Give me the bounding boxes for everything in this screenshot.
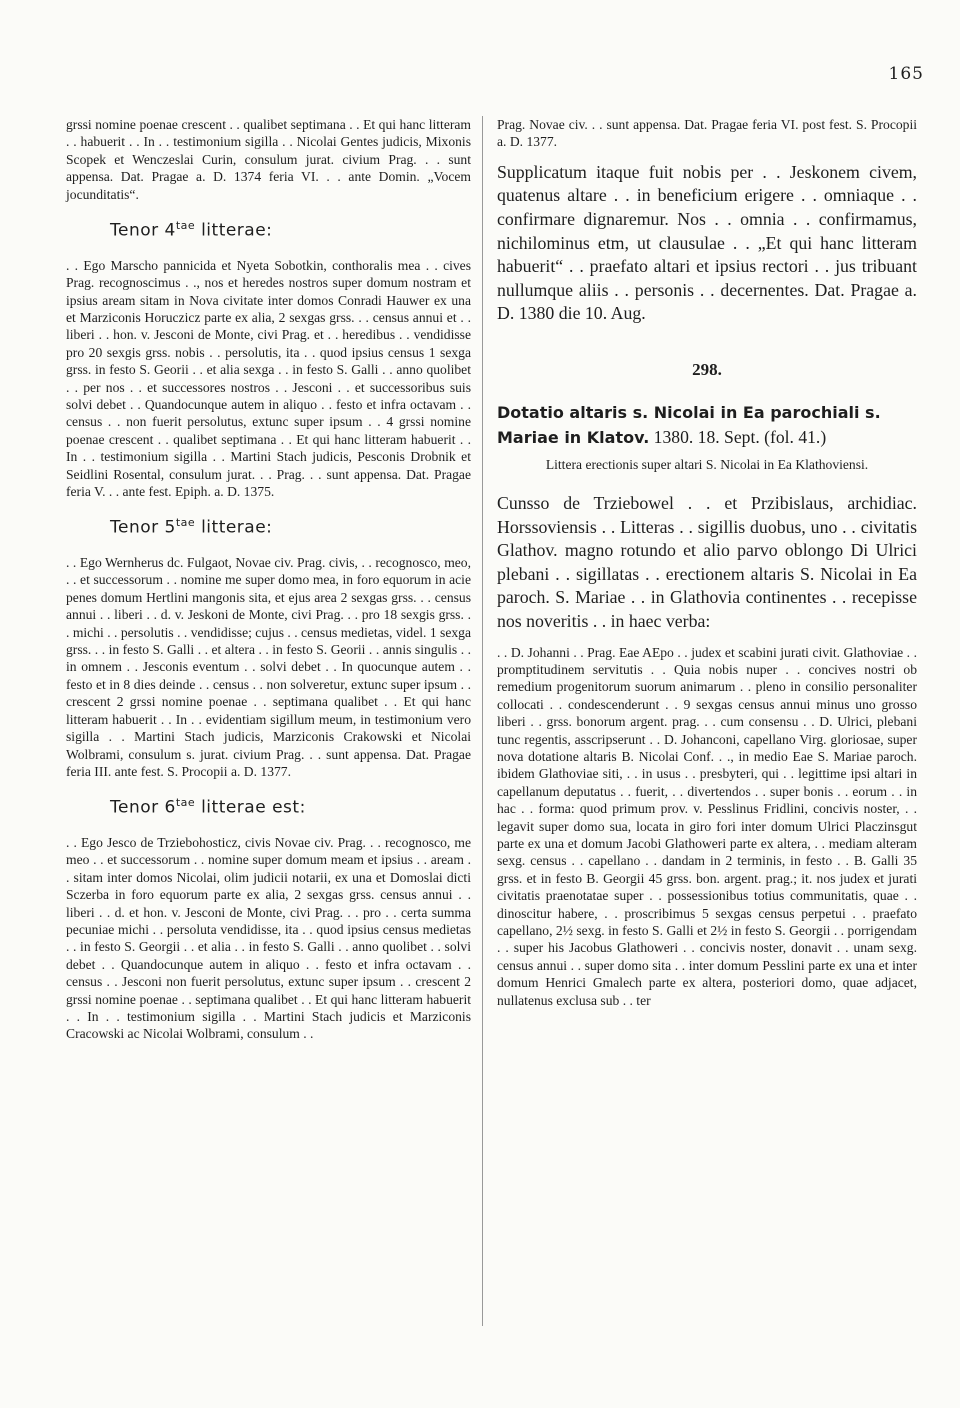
tenor-6-heading-sup: tae <box>175 796 196 810</box>
supplicatum-paragraph: Supplicatum itaque fuit nobis per . . Jeskonem civem, quatenus altare . . in beneficium erigere . . omniaque . . confirmare dignaremur. Nos . . omnia . . confirmamus, nichilominus etm, ut clausulae . . „Et qui hanc litteram habuerit“ . . praefato altari et ipsius rectori . . jus tribuant nullumque aliis . . personis . . decernentes. Dat. Pragae a. D. 1380 die 10. Aug. <box>497 161 917 324</box>
spacer <box>497 151 917 161</box>
tenor-4-heading-sup: tae <box>175 219 196 233</box>
tenor-4-heading-label: Tenor 4 <box>110 220 176 241</box>
tenor-4-text: . . Ego Marscho pannicida et Nyeta Sobotkin, conthoralis mea . . cives Prag. recognoscimus . ., nos et heredes nostros super domum nostram et ipsius aream sitam in Nova civitate inter domos Conradi Hauwer ex una et Marziconis Horuczicz parte ex alia, 2 sexgas grss. . . census annui et . . liberi . . hon. v. Jesconi de Monte, civi Prag. et . . heredibus . . vendidisse pro 20 sexgis grss. nobis . . persolutis, ita . . quod ipsius census 1 sexga grss. in festo S. Georii . . et alia sexga . . in festo S. Galli . . anno quolibet . . per nos . . et successores nostros . . Jesconi . . et successoribus suis solvi debet . . Quandocunque autem in aliquo . . festo et infra octavam . . census . . non fuerit persolutus, extunc super ipsum . . 4 grssi nomine poenae crescent . . qualibet septimana . . Et qui hanc litteram habuerit . . In . . testimonium sigilla . . Martini Stach judicis, Pesconis Drobnik et Seidlini Rosental, consulum jurat. . . Prag. . . sunt appensa. Dat. Pragae feria V. . . ante fest. Epiph. a. D. 1375. <box>66 257 471 499</box>
cunsso-paragraph: Cunsso de Trziebowel . . et Przibislaus, archidiac. Horssoviensis . . Litteras . . sigillis duobus, uno . . civitatis Glathov. magno rotundo et alio parvo oblongo Di Ulrici plebani . . sigillatas . . erectionem altaris S. Nicolai in Ea paroch. S. Mariae . . in Glathovia continentes . . recepisse nos noveritis . . in haec verba: <box>497 492 917 631</box>
intro-paragraph: grssi nomine poenae crescent . . qualibet septimana . . Et qui hanc litteram . . habuerit . . In . . testimonium sigilla . . Nicolai Gentes judicis, Mixonis Scopek et Wenczeslai Curin, consulum jurat. civium Prag. . . sunt appensa. Dat. Pragae a. D. 1374 feria VI. . . ante Domin. „Vocem jocunditatis“. <box>66 117 471 202</box>
tenor-6-heading <box>110 796 471 818</box>
tenor-6-text: . . Ego Jesco de Trziebohosticz, civis Novae civ. Prag. . . recognosco, me meo . . et successorum . . nomine super domum meam et ipsius . . aream . . sitam inter domos Nicolai, olim judicii notarii, ex una et Domoslai dicti Sczerba in foro equorum parte ex alia, 2 sexgas grss. census annui . . liberi . . d. et hon. v. Jesconi de Monte, civi Prag. . . pro . . certa summa pecuniae michi . . persoluta vendidisse, ita . . quod ipsius census medietas . . in festo S. Georgii . . et alia . . in festo S. Galli . . anno quolibet . . solvi debet . . Quandocunque autem in aliquo . . festo et infra octavam . . census . . Jesconi non fuerit persolutus, extunc super ipsum . . crescent 2 grssi nomine poenae . . septimana qualibet . . Et qui hanc litteram habuerit . . In . . testimonium sigilla . . Martini Stach judicis et Marziconis Cracowski ac Nicolai Wolbrami, consulum . . <box>66 834 471 1042</box>
spacer <box>497 634 917 644</box>
tenor-5-heading-label: Tenor 5 <box>110 518 176 539</box>
tenor-5-heading-sup: tae <box>175 516 196 530</box>
document-title <box>497 400 917 450</box>
left-column <box>66 116 471 1043</box>
johanni-paragraph: . . D. Johanni . . Prag. Eae AEpo . . judex et scabini jurati civit. Glathoviae . . promptitudinem servitutis . . Quia nobis nuper . . concives nostri ob remedium progenitorum suorum animarum . . pleno in consilio personaliter collocati . . condescenderunt . . 9 sexgas census annui minus uno grosso liberi . . grss. bonorum argent. prag. . . cum consensu . . D. Ulrici, plebani tunc regentis, asscripserunt . . D. Johanconi, capellano Virg. gloriosae, super nova dotatione altaris B. Nicolai Conf. . ., in medio Eae S. Mariae paroch. ibidem Glathoviae siti, . . in usus . . presbyteri, qui . . legittime ipsi altari in capellanum deputatus . . fuerit, . . divertendos . . super bonis . . eorum . . in hac . . forma: quod primum prov. v. Pesslinus Fridlini, concivis noster, . . legavit super domo sua, locata in giro fori inter domum Ulrici Placzinsgut parte ex una et domum Jacobi Glathoweri parte ex altera, . . mediam alteram sexg. census . . capellano . . dandam in 2 terminis, in festo . . B. Galli 35 grss. et in festo B. Georgii 45 grss. bon. argent. prag.; it. nos judex et jurati civitatis praenotatae super . . possessionibus totius communitatis, quae . . dinoscitur habere, . . proscribimus 5 sexgas census perpetui . . praefato capellano, 2½ sexg. in festo S. Galli et 2½ in festo S. Georgii . . porrigendam . . super his Jacobus Glathoweri . . concivis noster, donavit . . unam sexg. census annui . . super domo sita . . inter domum Pesslini parte ex una et inter domum Henrici Gmalech parte ex altera, posteriori domo, quae adjacet, nullatenus exclusa sub . . ter <box>497 644 917 1008</box>
document-title-bold: Dotatio altaris s. Nicolai in Ea parochiali s. Mariae in Klatov. <box>497 402 881 447</box>
document-number: 298. <box>692 359 722 379</box>
document-subtitle: Littera erectionis super altari S. Nicolai in Ea Klathoviensi. <box>545 456 869 472</box>
tenor-5-text: . . Ego Wernherus dc. Fulgaot, Novae civ. Prag. civis, . . recognosco, meo, . . et successorum . . nomine me super domo mea, in foro equorum in acie penes domum Hertlini mangonis sita, et ejus area 2 sexgas grss. . . census annui . . liberi . . d. v. Jeskoni de Monte, civi Prag. . . pro 18 sexgis grss. . . michi . . persolutis . . vendidisse; cujus . . census medietas, videl. 1 sexga grss. . . in festo S. Galli . . et altera . . in festo S. Georii . . annis singulis . . in omnem . . Jesconis eventum . . solvi debet . . In quocunque autem . . festo et in 8 dies deinde . . census . . non solveretur, extunc super ipsum . . crescent 2 grssi nomine poenae . . septimana qualibet . . Et qui hanc litteram habuerit . . In . . evidentiam sigillum meum, in testimonium vero sigilla . . Martini Stach judicis, Marziconis Crakowski et Nicolai Wolbrami, consulum s. jurat. civium Prag. . . sunt appensa. Dat. Pragae feria III. ante fest. S. Procopii a. D. 1377. <box>66 555 471 779</box>
page-number: 165 <box>888 64 924 84</box>
right-column <box>482 116 917 1326</box>
tenor-6-heading-rest: litterae est: <box>195 797 306 818</box>
tenor-4-heading <box>110 219 471 241</box>
top-text: Prag. Novae civ. . . sunt appensa. Dat. Pragae feria VI. post fest. S. Procopii a. D. 1377. <box>497 117 917 150</box>
tenor-5-heading-rest: litterae: <box>195 518 273 539</box>
tenor-5-heading <box>110 516 471 538</box>
tenor-6-heading-label: Tenor 6 <box>110 797 176 818</box>
document-title-date: 1380. 18. Sept. (fol. 41.) <box>649 426 827 447</box>
tenor-4-heading-rest: litterae: <box>195 220 273 241</box>
